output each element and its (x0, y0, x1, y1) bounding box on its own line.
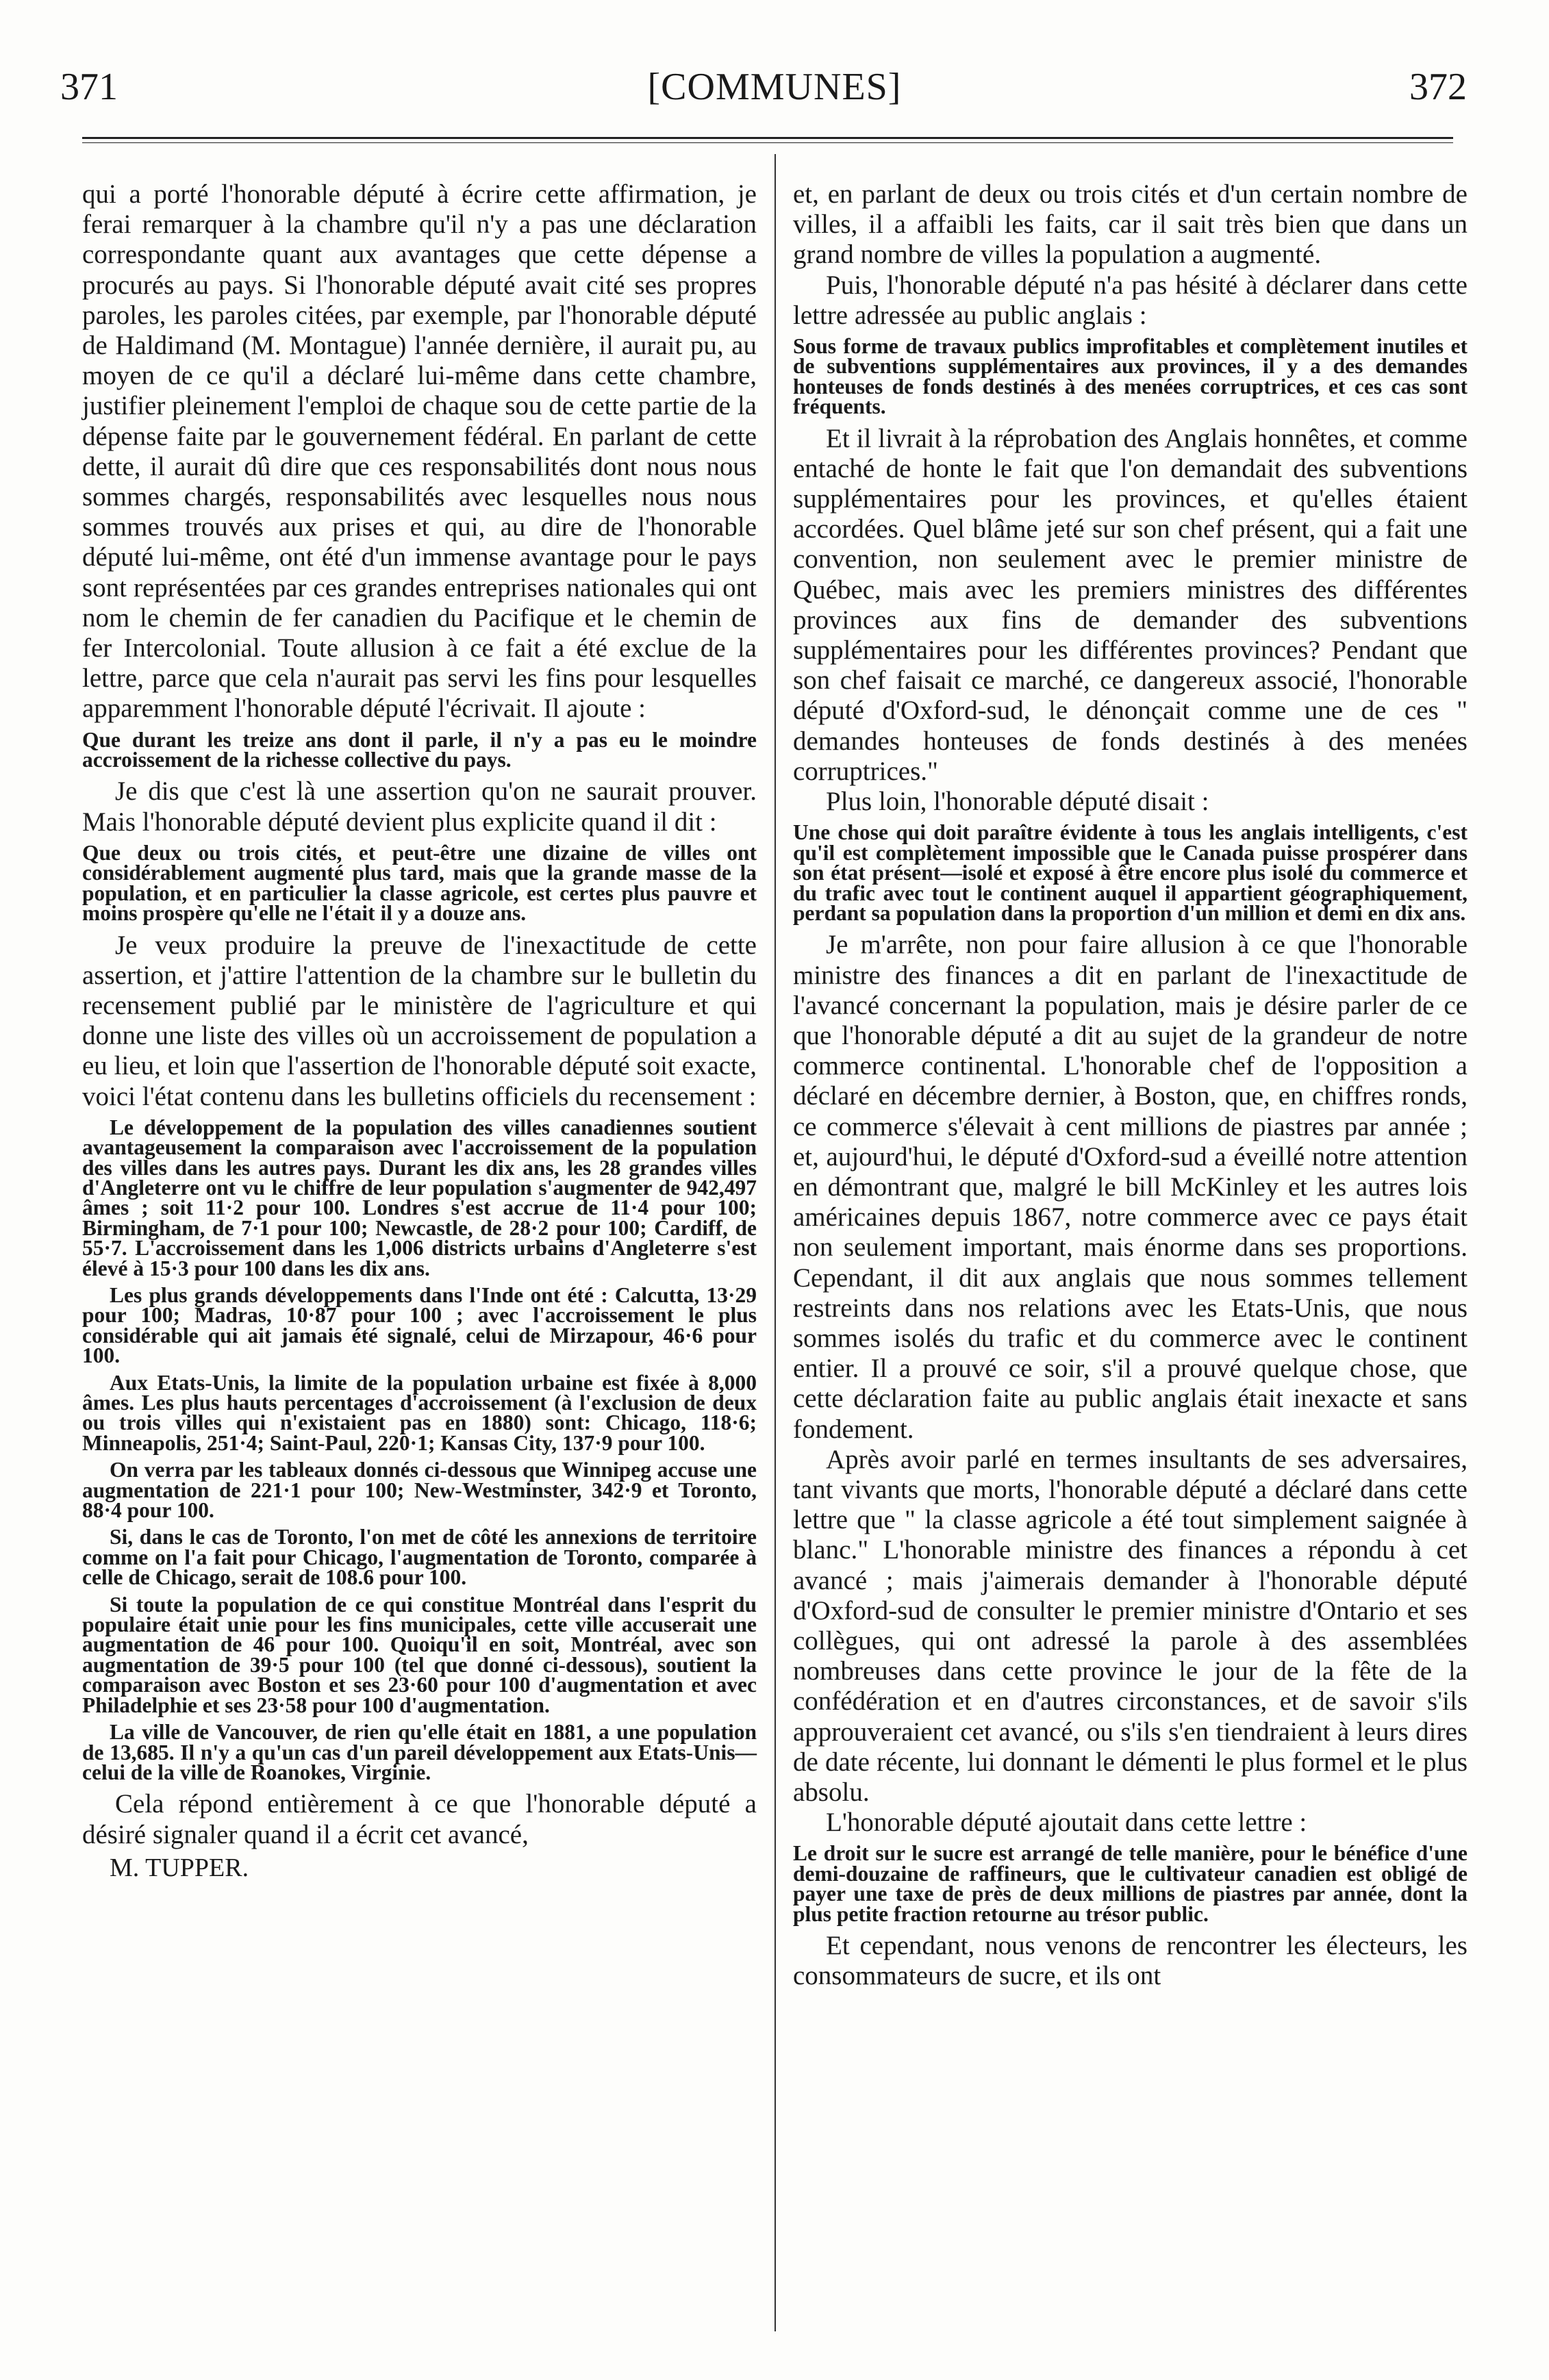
quoted-passage: Le développement de la population des villes canadiennes soutient avantageusement la comparaison avec l'accroissement de la population des villes dans les autres pays. Durant les dix ans, les 28 grandes villes d'Angleterre ont vu le chiffre de leur population s'augmenter de 942,497 âmes ; soit 11·2 pour 100. Londres s'est accrue de 11·4 pour 100; Birmingham, de 7·1 pour 100; Newcastle, de 28·2 pour 100; Cardiff, de 55·7. L'accroissement dans les 1,006 districts urbains d'Angleterre s'est élevé à 15·3 pour 100 dans les dix ans. (82, 1115, 757, 1280)
body-paragraph: L'honorable député ajoutait dans cette lettre : (826, 1808, 1307, 1838)
body-paragraph: Cela répond entièrement à ce que l'honorable député a désiré signaler quand il a écrit cet avancé, (82, 1789, 757, 1849)
body-paragraph: Et il livrait à la réprobation des Anglais honnêtes, et comme entaché de honte le fait que l'on demandait des subventions supplémentaires pour les provinces, et qu'elles étaient accordées. Quel blâme jeté sur son chef présent, qui a fait une convention, non seulement avec le premier ministre de Québec, mais avec les premiers ministres des différentes provinces aux fins de demander des subventions supplémentaires pour les différentes provinces? Pendant que son chef faisait ce marché, ce dangereux associé, l'honorable député d'Oxford-sud, le dénonçait comme une de ces " demandes honteuses de fonds destinés à des menées corruptrices." (793, 423, 1468, 786)
quoted-passage: Si, dans le cas de Toronto, l'on met de côté les annexions de territoire comme on l'a fait pour Chicago, l'augmentation de Toronto, comparée à celle de Chicago, serait de 108.6 pour 100. (82, 1525, 757, 1590)
body-paragraph: Je m'arrête, non pour faire allusion à ce que l'honorable ministre des finances a dit en parlant de l'inexactitude de l'avancé concernant la population, mais je désire parler de ce que l'honorable député a dit au sujet de la grandeur de notre commerce continental. L'honorable chef de l'opposition a déclaré en décembre dernier, à Boston, que, en chiffres ronds, ce commerce s'élevait à cent millions de piastres par année ; et, aujourd'hui, le député d'Oxford-sud a éveillé notre attention en démontrant que, malgré le bill McKinley et les autres lois américaines depuis 1867, notre commerce avec ce pays était non seulement important, mais énorme dans ses proportions. Cependant, il dit aux anglais que nous sommes tellement restreints dans nos relations avec les Etats-Unis, que nous sommes isolés du trafic et du commerce avec le continent entier. Il a prouvé ce soir, s'il a prouvé quelque chose, que cette déclaration faite au public anglais était inexacte et sans fondement. (793, 930, 1468, 1444)
quoted-passage: La ville de Vancouver, de rien qu'elle était en 1881, a une population de 13,685. Il n'y a qu'un cas d'un pareil développement aux Etats-Unis—celui de la ville de Roanokes, Virginie. (82, 1720, 757, 1784)
header-title: [COMMUNES] (647, 66, 902, 108)
speaker-signature: M. TUPPER. (110, 1853, 249, 1882)
left-column (82, 179, 757, 1883)
quoted-passage: Que deux ou trois cités, et peut-être une dizaine de villes ont considérablement augmenté plus tard, mais que la grande masse de la population, et en particulier la classe agricole, est certes plus pauvre et moins prospère qu'elle ne l'était il y a douze ans. (82, 840, 757, 926)
body-paragraph: Puis, l'honorable député n'a pas hésité à déclarer dans cette lettre adressée au public anglais : (793, 270, 1468, 330)
quoted-passage: Les plus grands développements dans l'Inde ont été : Calcutta, 13·29 pour 100; Madras, 10·87 pour 100 ; avec l'accroissement le plus considérable qui ait jamais été signalé, celui de Mirzapour, 46·6 pour 100. (82, 1282, 757, 1368)
body-paragraph: Je veux produire la preuve de l'inexactitude de cette assertion, et j'attire l'attention de la chambre sur le bulletin du recensement publié par le ministère de l'agriculture et qui donne une liste des villes où un accroissement de population a eu lieu, et loin que l'assertion de l'honorable député soit exacte, voici l'état contenu dans les bulletins officiels du recensement : (82, 930, 757, 1111)
body-paragraph: et, en parlant de deux ou trois cités et d'un certain nombre de villes, il a affaibli les faits, car il sait très bien que dans un grand nombre de villes la population a augmenté. (793, 179, 1468, 270)
body-paragraph: Plus loin, l'honorable député disait : (826, 787, 1209, 817)
quoted-passage: Une chose qui doit paraître évidente à tous les anglais intelligents, c'est qu'il est complètement impossible que le Canada puisse prospérer dans son état présent—isolé et exposé à être encore plus isolé du commerce et du trafic avec tout le continent auquel il appartient géographiquement, perdant sa population dans la proportion d'un million et demi en dix ans. (793, 820, 1468, 925)
quoted-passage: Sous forme de travaux publics improfitables et complètement inutiles et de subventions supplémentaires aux provinces, il y a des demandes honteuses de fonds destinés à des menées corruptrices, et ces cas sont fréquents. (793, 334, 1468, 419)
header-rule-thick (82, 137, 1453, 139)
body-paragraph: Je dis que c'est là une assertion qu'on ne saurait prouver. Mais l'honorable député devient plus explicite quand il dit : (82, 776, 757, 837)
running-header (0, 65, 1549, 113)
quoted-passage: Si toute la population de ce qui constitue Montréal dans l'esprit du populaire était unie pour les fins municipales, cette ville accuserait une augmentation de 46 pour 100. Quoiqu'il en soit, Montréal, avec son augmentation de 39·5 pour 100 (tel que donné ci-dessous), soutient la comparaison avec Boston et ses 23·60 pour 100 d'augmentation et avec Philadelphie et ses 23·58 pour 100 d'augmentation. (82, 1592, 757, 1717)
body-paragraph: Et cependant, nous venons de rencontrer les électeurs, les consommateurs de sucre, et ils ont (793, 1931, 1468, 1991)
body-paragraph: Après avoir parlé en termes insultants de ses adversaires, tant vivants que morts, l'honorable député a déclaré dans cette lettre que " la classe agricole a été tout simplement saignée à blanc." L'honorable ministre des finances a répondu à cet avancé ; mais j'aimerais demander à l'honorable député d'Oxford-sud de consulter le premier ministre d'Ontario et ses collègues, qui ont adressé la parole à des assemblées nombreuses dans cette province le jour de la fête de la confédération et en d'autres circonstances, et de savoir s'ils approuveraient cet avancé, ou s'ils s'en tiendraient à leurs dires de date récente, lui donnant le démenti le plus formel et le plus absolu. (793, 1444, 1468, 1807)
header-rule-thin (82, 142, 1453, 143)
right-column (793, 179, 1468, 1991)
column-divider (774, 154, 776, 2331)
quoted-passage: Le droit sur le sucre est arrangé de telle manière, pour le bénéfice d'une demi-douzaine de raffineurs, que le cultivateur canadien est obligé de payer une taxe de près de deux millions de piastres par année, dont la plus petite fraction retourne au trésor public. (793, 1841, 1468, 1926)
quoted-passage: Aux Etats-Unis, la limite de la population urbaine est fixée à 8,000 âmes. Les plus hauts percentages d'accroissement (à l'exclusion de deux ou trois villes qui n'existaient pas en 1880) sont: Chicago, 118·6; Minneapolis, 251·4; Saint-Paul, 220·1; Kansas City, 137·9 pour 100. (82, 1370, 757, 1455)
page-number-left: 371 (60, 66, 118, 108)
body-paragraph: qui a porté l'honorable député à écrire cette affirmation, je ferai remarquer à la chambre qu'il n'y a pas une déclaration correspondante quant aux avantages que cette dépense a procurés au pays. Si l'honorable député avait cité ses propres paroles, les paroles citées, par exemple, par l'honorable député de Haldimand (M. Montague) l'année dernière, il aurait pu, au moyen de ce qu'il a déclaré lui-même dans cette chambre, justifier pleinement l'emploi de chaque sou de cette partie de la dépense faite par le gouvernement fédéral. En parlant de cette dette, il aurait dû dire que ces responsabilités dont nous nous sommes chargés, responsabilités avec lesquelles nous nous sommes trouvés aux prises et qui, au dire de l'honorable député lui-même, ont été d'un immense avantage pour le pays sont représentées par ces grandes entreprises nationales qui ont nom le chemin de fer canadien du Pacifique et le chemin de fer Intercolonial. Toute allusion à ce fait a été exclue de la lettre, parce que cela n'aurait pas servi les fins pour lesquelles apparemment l'honorable député l'écrivait. Il ajoute : (82, 179, 757, 724)
quoted-passage: Que durant les treize ans dont il parle, il n'y a pas eu le moindre accroissement de la richesse collective du pays. (82, 727, 757, 772)
quoted-passage: On verra par les tableaux donnés ci-dessous que Winnipeg accuse une augmentation de 221·1 pour 100; New-Westminster, 342·9 et Toronto, 88·4 pour 100. (82, 1458, 757, 1523)
page-number-right: 372 (1409, 66, 1467, 108)
